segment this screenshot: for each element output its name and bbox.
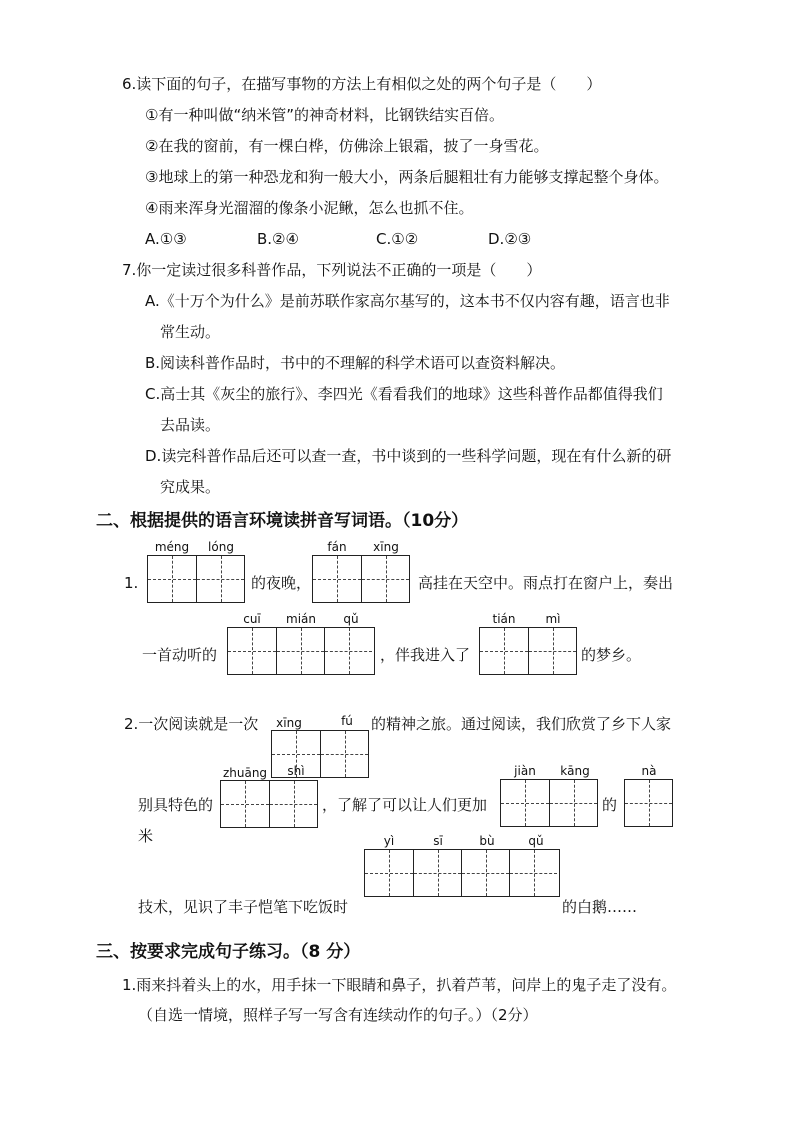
pinyin-label: lóng — [208, 540, 234, 554]
q7-option-c-line2: 去品读。 — [160, 416, 221, 434]
q6-sentence-4: ④雨来浑身光溜溜的像条小泥鳅，怎么也抓不住。 — [145, 199, 474, 217]
pinyin-label: nà — [641, 764, 657, 778]
p2-text-4: ，了解了可以让人们更加 — [322, 796, 488, 814]
q6-option-d: D.②③ — [488, 230, 532, 248]
q6-option-a: A.①③ — [145, 230, 187, 248]
q6-option-b: B.②④ — [257, 230, 299, 248]
pinyin-label: tián — [492, 612, 516, 626]
pinyin-label: méng — [154, 540, 190, 554]
pinyin-label: fán — [327, 540, 347, 554]
p2-text-3: 别具特色的 — [138, 796, 214, 814]
answer-grid-tianmi[interactable] — [479, 627, 577, 675]
pinyin-label: shì — [287, 764, 305, 778]
s3-item-1: 1.雨来抖着头上的水，用手抹一下眼睛和鼻子，扒着芦苇，问岸上的鬼子走了没有。 — [122, 976, 677, 994]
pinyin-label: mì — [545, 612, 561, 626]
s3-item-1-instruction: （自选一情境，照样子写一写含有连续动作的句子。）（2分） — [138, 1006, 538, 1024]
pinyin-label: kāng — [560, 764, 590, 778]
p2-text-5: 的 — [602, 796, 618, 814]
q7-option-d-line2: 究成果。 — [160, 478, 221, 496]
p2-text-1: 2.一次阅读就是一次 — [124, 715, 259, 733]
q6-sentence-1: ①有一种叫做“纳米管”的神奇材料，比钢铁结实百倍。 — [145, 106, 504, 124]
p1-text-2: 高挂在天空中。雨点打在窗户上，奏出 — [418, 574, 674, 592]
q7-option-a-line1: A.《十万个为什么》是前苏联作家高尔基写的，这本书不仅内容有趣，语言也非 — [145, 292, 670, 310]
q7-option-a-line2: 常生动。 — [160, 323, 221, 341]
p1-number: 1. — [124, 574, 139, 592]
pinyin-label: qǔ — [343, 612, 359, 626]
pinyin-label: fú — [341, 714, 353, 728]
answer-grid-na[interactable] — [624, 779, 673, 827]
pinyin-label: xīng — [373, 540, 399, 554]
pinyin-label: jiàn — [514, 764, 536, 778]
q6-sentence-2: ②在我的窗前，有一棵白桦，仿佛涂上银霜，披了一身雪花。 — [145, 137, 549, 155]
answer-grid-zhuangshi[interactable] — [220, 780, 318, 828]
p2-text-7: 技术，见识了丰子恺笔下吃饭时 — [138, 898, 349, 916]
p1-text-3: 一首动听的 — [142, 646, 218, 664]
q7-stem: 7.你一定读过很多科普作品，下列说法不正确的一项是（ ） — [122, 261, 542, 279]
pinyin-label: mián — [286, 612, 316, 626]
pinyin-label: cuī — [243, 612, 261, 626]
section-3-title: 三、按要求完成句子练习。（8 分） — [96, 942, 361, 962]
p1-text-5: 的梦乡。 — [581, 646, 642, 664]
section-2-title: 二、根据提供的语言环境读拼音写词语。（10分） — [96, 511, 469, 531]
q6-stem: 6.读下面的句子，在描写事物的方法上有相似之处的两个句子是（ ） — [122, 75, 602, 93]
pinyin-label: bù — [479, 834, 495, 848]
answer-grid-jiankang[interactable] — [500, 779, 598, 827]
q7-option-c-line1: C.高士其《灰尘的旅行》、李四光《看看我们的地球》这些科普作品都值得我们 — [145, 385, 663, 403]
p2-text-6: 米 — [138, 827, 154, 845]
p1-text-1: 的夜晚， — [251, 574, 312, 592]
answer-grid-yisibuqu[interactable] — [364, 849, 560, 897]
q6-option-c: C.①② — [376, 230, 419, 248]
answer-grid-menglong[interactable] — [147, 555, 245, 603]
p2-text-2: 的精神之旅。通过阅读，我们欣赏了乡下人家 — [371, 715, 672, 733]
pinyin-label: yì — [383, 834, 395, 848]
pinyin-label: xīng — [276, 716, 302, 730]
answer-grid-cuimianqu[interactable] — [227, 627, 375, 675]
pinyin-label: zhuāng — [222, 766, 268, 780]
p2-text-8: 的白鹅…… — [562, 898, 638, 916]
pinyin-label: sī — [433, 834, 443, 848]
q7-option-d-line1: D.读完科普作品后还可以查一查，书中谈到的一些科学问题，现在有什么新的研 — [145, 447, 672, 465]
answer-grid-fanxing[interactable] — [312, 555, 410, 603]
p1-text-4: ，伴我进入了 — [380, 646, 471, 664]
q7-option-b: B.阅读科普作品时，书中的不理解的科学术语可以查资料解决。 — [145, 354, 566, 372]
q6-sentence-3: ③地球上的第一种恐龙和狗一般大小，两条后腿粗壮有力能够支撑起整个身体。 — [145, 168, 669, 186]
pinyin-label: qǔ — [528, 834, 544, 848]
